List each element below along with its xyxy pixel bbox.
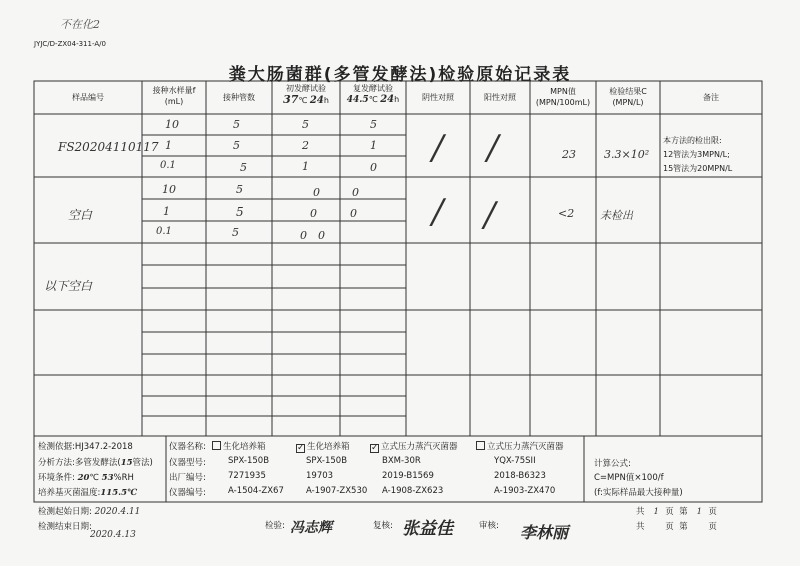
re-temperature: 44.5 bbox=[346, 95, 369, 105]
sample-1-row-2-tubes: 5 bbox=[233, 139, 240, 152]
instrument-4-number: A-1903-ZX470 bbox=[494, 486, 556, 496]
instrument-1-serial: 7271935 bbox=[228, 471, 266, 481]
instrument-4-model: YQX-75SII bbox=[494, 456, 536, 466]
sample-1-negative-control: / bbox=[432, 128, 444, 168]
header-remarks: 备注 bbox=[703, 93, 719, 102]
initial-hours: 24 bbox=[309, 95, 324, 106]
sample-2-row-3-tubes: 5 bbox=[232, 226, 239, 239]
sample-1-row-1-tubes: 5 bbox=[233, 118, 240, 131]
sample-1-row-1-volume: 10 bbox=[165, 118, 179, 131]
sample-2-id: 空白 bbox=[68, 208, 93, 222]
instrument-3-checkbox[interactable]: ✓ bbox=[371, 443, 379, 453]
environment-humidity-unit: %RH bbox=[113, 473, 134, 483]
page-total-unit-2: 页 bbox=[665, 522, 674, 532]
sterilization-label: 培养基灭菌温度: bbox=[38, 488, 101, 498]
re-hours-unit: h bbox=[394, 95, 400, 104]
header-re-fermentation-label: 复发酵试验 bbox=[353, 84, 393, 93]
instrument-2-serial: 19703 bbox=[306, 471, 334, 481]
initial-temperature: 37 bbox=[283, 93, 299, 106]
instrument-3-name-label: 立式压力蒸汽灭菌器 bbox=[381, 442, 458, 452]
instrument-2-name-label: 生化培养箱 bbox=[307, 442, 350, 452]
analysis-tube-count: 15 bbox=[120, 458, 133, 468]
header-inoculation-volume-label: 接种水样量f bbox=[152, 86, 196, 95]
sample-2-result: 未检出 bbox=[600, 209, 633, 222]
header-mpn-unit: (MPN/100mL) bbox=[535, 98, 591, 107]
sterilization-value: 115.5℃ bbox=[100, 488, 138, 498]
document-code: JYJC/D-ZX04-311-A/0 bbox=[34, 40, 106, 48]
page-total-value: 1 bbox=[653, 507, 659, 517]
instrument-4-checkbox[interactable] bbox=[476, 441, 485, 450]
sample-2-row-1-re: 0 bbox=[352, 186, 359, 199]
instrument-2-name bbox=[296, 440, 350, 453]
start-date bbox=[38, 505, 140, 517]
re-temperature-unit: ℃ bbox=[368, 95, 378, 104]
remarks-line-1: 本方法的检出限: bbox=[663, 136, 722, 145]
method-basis-label: 检测依据: bbox=[38, 442, 75, 452]
sample-1-row-3-tubes: 5 bbox=[240, 161, 247, 174]
below-blank-note: 以下空白 bbox=[44, 279, 93, 293]
header-re-fermentation-condition bbox=[340, 94, 406, 106]
inspector-label: 检验: bbox=[265, 521, 285, 531]
sample-1-row-3-initial: 1 bbox=[302, 160, 309, 173]
instrument-3-name bbox=[370, 440, 458, 453]
sample-2-positive-control: / bbox=[484, 195, 496, 235]
calc-formula-note: (f:实际样品最大接种量) bbox=[594, 488, 683, 498]
sterilization-temperature bbox=[38, 486, 137, 498]
header-inoculation-volume-unit: (mL) bbox=[164, 97, 184, 106]
instrument-1-name bbox=[212, 440, 266, 452]
sample-1-row-2-initial: 2 bbox=[302, 139, 309, 152]
sample-2-row-2-initial: 0 bbox=[310, 207, 317, 220]
sample-1-row-3-volume: 0.1 bbox=[160, 160, 176, 171]
analysis-method-suffix: 管法) bbox=[132, 458, 153, 468]
page-title: 粪大肠菌群(多管发酵法)检验原始记录表 bbox=[228, 65, 572, 85]
remarks-text bbox=[663, 134, 732, 176]
instrument-1-number: A-1504-ZX67 bbox=[228, 486, 284, 496]
instrument-3-serial: 2019-B1569 bbox=[382, 471, 434, 481]
start-date-label: 检测起始日期: bbox=[38, 507, 92, 517]
header-result-unit: (MPN/L) bbox=[612, 98, 644, 107]
instrument-4-name-label: 立式压力蒸汽灭菌器 bbox=[487, 442, 564, 452]
method-basis-value: HJ347.2-2018 bbox=[74, 442, 133, 452]
sample-2-row-2-volume: 1 bbox=[163, 205, 170, 218]
analysis-method-value: 多管发酵法( bbox=[74, 458, 121, 468]
header-initial-fermentation-condition bbox=[272, 94, 340, 106]
environment-humidity: 53 bbox=[101, 473, 114, 483]
page-total-unit: 页 bbox=[665, 507, 674, 517]
initial-temperature-unit: ℃ bbox=[298, 96, 308, 105]
sample-2-row-2-re: 0 bbox=[350, 207, 357, 220]
end-date-value: 2020.4.13 bbox=[90, 530, 136, 540]
sample-2-negative-control: / bbox=[432, 192, 444, 232]
page-number-label-2: 第 bbox=[679, 522, 688, 532]
environment-temperature-unit: ℃ bbox=[89, 473, 99, 483]
instrument-1-checkbox[interactable] bbox=[212, 441, 221, 450]
remarks-line-2: 12管法为3MPN/L; bbox=[663, 150, 730, 159]
remarks-line-3: 15管法为20MPN/L bbox=[663, 164, 733, 173]
corner-handwritten-note: 不在化2 bbox=[60, 18, 100, 31]
reviewer-signature: 张益佳 bbox=[402, 519, 453, 539]
header-re-fermentation bbox=[340, 83, 406, 106]
instrument-3-number: A-1908-ZX623 bbox=[382, 486, 444, 496]
header-initial-fermentation bbox=[272, 83, 340, 106]
page-total-label: 共 bbox=[636, 507, 645, 517]
header-result bbox=[596, 86, 660, 108]
sample-1-id: FS20204110117 bbox=[58, 140, 159, 154]
sample-2-row-3-re: 0 bbox=[318, 229, 325, 242]
re-hours: 24 bbox=[380, 94, 395, 105]
header-initial-fermentation-label: 初发酵试验 bbox=[286, 84, 326, 93]
instrument-1-model: SPX-150B bbox=[228, 456, 270, 466]
reviewer-label: 复核: bbox=[373, 521, 393, 531]
environment-label: 环境条件: bbox=[38, 473, 75, 483]
instrument-model-label: 仪器型号: bbox=[169, 458, 206, 468]
header-result-label: 检验结果C bbox=[609, 87, 647, 96]
sample-1-row-2-re: 1 bbox=[370, 139, 377, 152]
sample-2-row-1-volume: 10 bbox=[162, 183, 176, 196]
analysis-method bbox=[38, 456, 153, 468]
method-basis bbox=[38, 440, 133, 452]
environment-temperature: 20 bbox=[77, 473, 90, 483]
instrument-3-model: BXM-30R bbox=[382, 456, 421, 466]
calc-formula-label: 计算公式: bbox=[594, 459, 631, 469]
instrument-4-serial: 2018-B6323 bbox=[494, 471, 546, 481]
sample-2-mpn: <2 bbox=[558, 207, 575, 220]
instrument-2-checkbox[interactable]: ✓ bbox=[297, 443, 305, 453]
page-number-unit-2: 页 bbox=[708, 522, 717, 532]
instrument-2-model: SPX-150B bbox=[306, 456, 348, 466]
page-number-unit: 页 bbox=[708, 507, 717, 517]
header-inoculation-volume bbox=[142, 85, 206, 107]
header-positive-control: 阳性对照 bbox=[484, 93, 516, 102]
sample-2-row-2-tubes: 5 bbox=[236, 205, 244, 219]
sample-2-row-3-volume: 0.1 bbox=[156, 226, 172, 237]
header-tube-count: 接种管数 bbox=[223, 93, 255, 102]
page-number-label: 第 bbox=[679, 507, 688, 517]
start-date-value: 2020.4.11 bbox=[94, 507, 141, 517]
calc-formula: C=MPN值×100/f bbox=[594, 473, 664, 483]
instrument-serial-label: 出厂编号: bbox=[169, 473, 206, 483]
sample-2-row-3-initial: 0 bbox=[300, 229, 307, 242]
analysis-method-label: 分析方法: bbox=[38, 458, 75, 468]
instrument-1-name-label: 生化培养箱 bbox=[223, 442, 266, 452]
sample-2-row-1-tubes: 5 bbox=[236, 183, 243, 196]
instrument-2-number: A-1907-ZX530 bbox=[306, 486, 368, 496]
sample-1-result: 3.3×10² bbox=[604, 148, 650, 161]
end-date bbox=[38, 520, 92, 532]
sample-2-row-1-initial: 0 bbox=[313, 186, 320, 199]
page-count-second bbox=[636, 520, 717, 532]
sample-1-row-1-re: 5 bbox=[370, 118, 377, 131]
auditor-label: 审核: bbox=[479, 521, 499, 531]
instrument-4-name bbox=[476, 440, 564, 452]
page-total-label-2: 共 bbox=[636, 522, 645, 532]
inspector-signature: 冯志辉 bbox=[290, 520, 332, 536]
auditor-signature: 李林丽 bbox=[520, 523, 569, 542]
environment-conditions bbox=[38, 471, 134, 483]
sample-1-row-2-volume: 1 bbox=[165, 139, 172, 152]
header-mpn bbox=[530, 86, 596, 108]
sample-1-mpn: 23 bbox=[562, 148, 576, 161]
sample-1-row-1-initial: 5 bbox=[302, 118, 309, 131]
page-number-value: 1 bbox=[696, 507, 703, 517]
sample-1-row-3-re: 0 bbox=[370, 161, 377, 174]
header-mpn-label: MPN值 bbox=[550, 87, 576, 96]
end-date-label: 检测结束日期: bbox=[38, 522, 92, 532]
initial-hours-unit: h bbox=[323, 96, 329, 105]
header-negative-control: 阴性对照 bbox=[422, 93, 454, 102]
instrument-name-label: 仪器名称: bbox=[169, 442, 206, 452]
page-count bbox=[636, 505, 717, 517]
header-sample-id: 样品编号 bbox=[72, 93, 104, 102]
instrument-number-label: 仪器编号: bbox=[169, 488, 206, 498]
sample-1-positive-control: / bbox=[487, 128, 499, 168]
